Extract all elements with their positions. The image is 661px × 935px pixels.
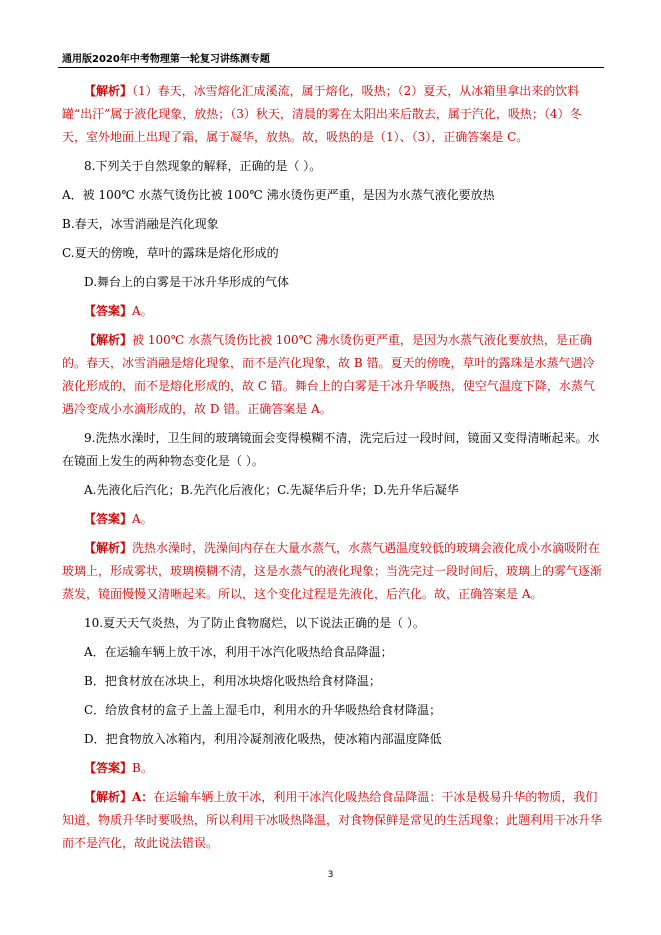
analysis-text: 洗热水澡时，洗澡间内存在大量水蒸气，水蒸气遇温度较低的玻璃会液化成小水滴吸附在玻璃上，形成雾状，玻璃模糊不清，这是水蒸气的液化现象；当洗完过一段时间后，玻璃上的雾气逐渐蒸发，镜面慢慢又清晰起来。所以，这个变化过程是先液化，后汽化。故，正确答案是 A。	[62, 541, 603, 601]
option-line: A.先液化后汽化；B.先汽化后液化；C.先凝华后升华；D.先升华后凝华	[84, 483, 459, 497]
option-line: C.夏天的傍晚，草叶的露珠是熔化形成的	[62, 246, 279, 260]
answer-text: B。	[132, 761, 153, 775]
analysis-paragraph	[62, 537, 602, 606]
answer-text: A。	[132, 512, 153, 526]
option-line: D．把食物放入冰箱内，利用冷凝剂液化吸热，使冰箱内部温度降低	[84, 732, 442, 746]
analysis-tag: 【解析】	[84, 541, 133, 555]
analysis-text: 被 100℃ 水蒸气烫伤比被 100℃ 沸水烫伤更严重，是因为水蒸气液化要放热，是正确的。春天，冰雪消融是熔化现象，而不是汽化现象，故 B 错。夏天的傍晚，草叶的露珠是水蒸气遇冷液化形成的，而不是熔化形成的，故 C 错。舞台上的白雾是干冰升华吸热，使空气温度下降，水蒸气遇冷变成小水滴形成的，故 D 错。正确答案是 A。	[62, 333, 595, 416]
analysis-paragraph	[62, 329, 602, 421]
answer-line	[62, 300, 602, 323]
answer-tag: 【答案】	[84, 512, 133, 526]
page-number: 3	[327, 870, 334, 880]
answer-line	[62, 508, 602, 531]
question-stem: 9.洗热水澡时，卫生间的玻璃镜面会变得模糊不清，洗完后过一段时间，镜面又变得清晰起来。水在镜面上发生的两种物态变化是（ ）。	[62, 431, 600, 468]
option-line: B．把食材放在冰块上，利用冰块熔化吸热给食材降温；	[84, 674, 381, 688]
answer-tag: 【答案】	[84, 304, 133, 318]
option-line: A．被 100℃ 水蒸气烫伤比被 100℃ 沸水烫伤更严重，是因为水蒸气液化要放热	[62, 188, 495, 202]
question-stem: 8.下列关于自然现象的解释，正确的是（ ）。	[84, 159, 322, 173]
answer-tag: 【答案】	[84, 761, 133, 775]
option-line: A．在运输车辆上放干冰，利用干冰汽化吸热给食品降温；	[84, 645, 393, 659]
option-line: D.舞台上的白雾是干冰升华形成的气体	[84, 275, 290, 289]
answer-line	[62, 757, 602, 780]
analysis-paragraph	[62, 786, 602, 855]
question-stem: 10.夏天天气炎热，为了防止食物腐烂，以下说法正确的是（ ）。	[84, 616, 425, 630]
page-content	[62, 80, 602, 861]
analysis-text: （1）春天，冰雪熔化汇成溪流，属于熔化，吸热；（2）夏天，从冰箱里拿出来的饮料罐“出汗”属于液化现象，放热；（3）秋天，清晨的雾在太阳出来后散去，属于汽化，吸热；（4）冬天，室外地面上出现了霜，属于凝华，放热。故，吸热的是（1）、（3），正确答案是 C。	[62, 84, 582, 144]
option-line: B.春天，冰雪消融是汽化现象	[62, 217, 219, 231]
analysis-text: 在运输车辆上放干冰，利用干冰汽化吸热给食品降温：干冰是极易升华的物质，我们知道，物质升华时要吸热，所以利用干冰吸热降温，对食物保鲜是常见的生活现象；此题利用干冰升华而不是汽化，故此说法错误。	[62, 790, 603, 850]
header-rule	[58, 67, 604, 68]
page-header: 通用版2020年中考物理第一轮复习讲练测专题	[62, 54, 270, 65]
option-line: C．给放食材的盒子上盖上湿毛巾，利用水的升华吸热给食材降温；	[84, 703, 442, 717]
analysis-tag: 【解析】	[84, 84, 133, 98]
analysis-tag: 【解析】A：	[84, 790, 154, 804]
answer-text: A。	[132, 304, 153, 318]
analysis-tag: 【解析】	[84, 333, 133, 347]
analysis-paragraph	[62, 80, 602, 149]
